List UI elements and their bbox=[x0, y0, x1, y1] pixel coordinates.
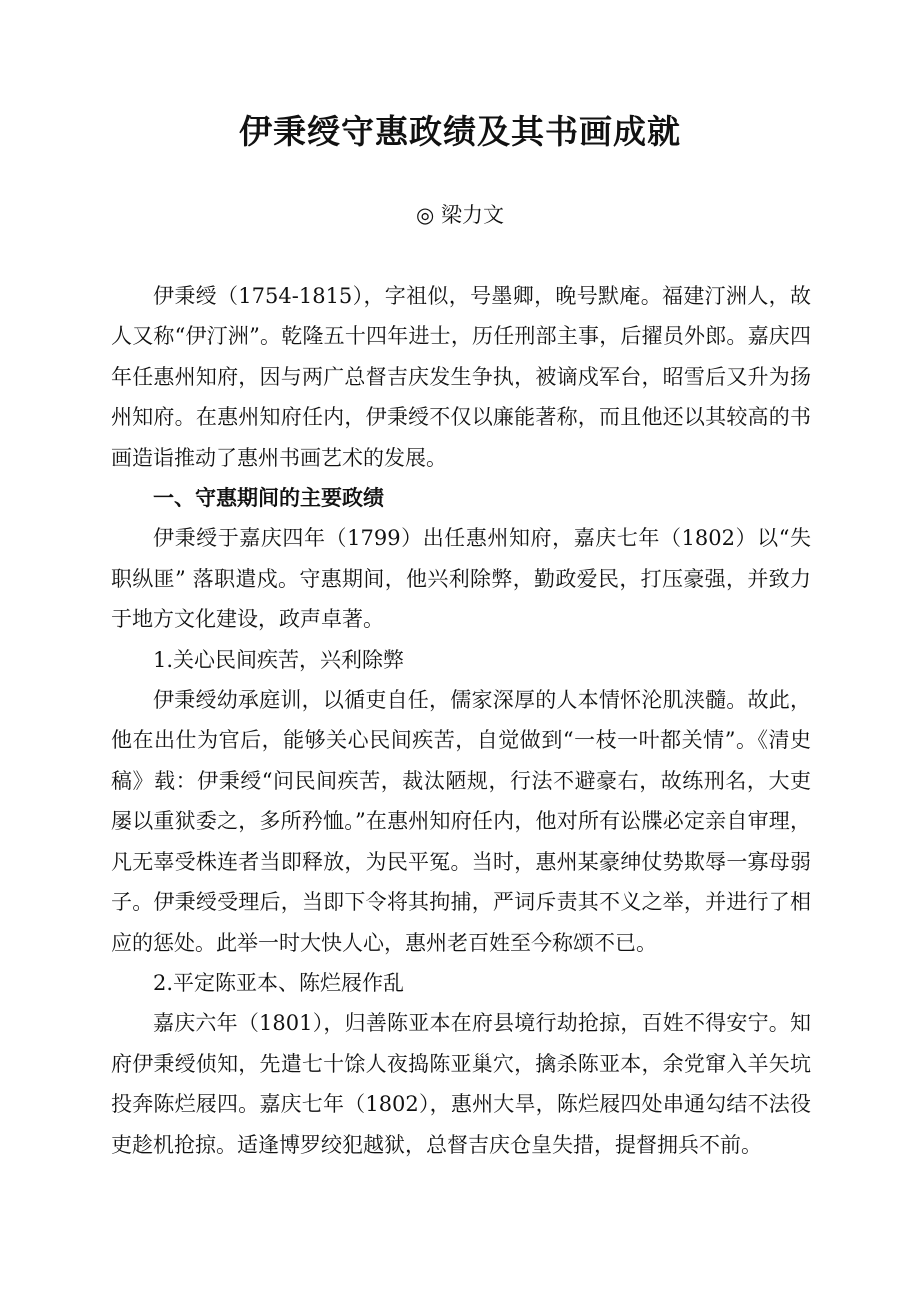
article-body bbox=[111, 276, 811, 1165]
subheading-suppress-rebellion: 2.平定陈亚本、陈烂屐作乱 bbox=[153, 970, 405, 995]
subheading-care-for-people: 1.关心民间疾苦，兴利除弊 bbox=[153, 647, 405, 672]
paragraph-intro: 伊秉绶（1754-1815），字祖似，号墨卿，晚号默庵。福建汀洲人，故人又称“伊汀洲”。乾隆五十四年进士，历任刑部主事，后擢员外郎。嘉庆四年任惠州知府，因与两广总督吉庆发生争执，被谪戍军台，昭雪后又升为扬州知府。在惠州知府任内，伊秉绶不仅以廉能著称，而且他还以其较高的书画造诣推动了惠州书画艺术的发展。 bbox=[111, 284, 811, 470]
paragraph-suppress-rebellion: 嘉庆六年（1801），归善陈亚本在府县境行劫抢掠，百姓不得安宁。知府伊秉绶侦知，先遣七十馀人夜捣陈亚巢穴，擒杀陈亚本，余党窜入羊矢坑投奔陈烂屐四。嘉庆七年（1802），惠州大旱，陈烂屐四处串通勾结不法役吏趁机抢掠。适逢博罗绞犯越狱，总督吉庆仓皇失措，提督拥兵不前。 bbox=[111, 1011, 811, 1157]
paragraph-tenure-summary: 伊秉绶于嘉庆四年（1799）出任惠州知府，嘉庆七年（1802）以“失职纵匪” 落职遣戍。守惠期间，他兴利除弊，勤政爱民，打压豪强，并致力于地方文化建设，政声卓著。 bbox=[111, 526, 811, 632]
paragraph-care-for-people: 伊秉绶幼承庭训，以循吏自任，儒家深厚的人本情怀沦肌浃髓。故此，他在出仕为官后，能够关心民间疾苦，自觉做到“一枝一叶都关情”。《清史稿》载：伊秉绶“问民间疾苦，裁汰陋规，行法不避豪右，故练刑名，大吏屡以重狱委之，多所矜恤。”在惠州知府任内，他对所有讼牒必定亲自审理，凡无辜受株连者当即释放，为民平冤。当时，惠州某豪绅仗势欺辱一寡母弱子。伊秉绶受理后，当即下令将其拘捕，严词斥责其不义之举，并进行了相应的惩处。此举一时大快人心，惠州老百姓至今称颂不已。 bbox=[111, 688, 811, 955]
article-title: 伊秉绶守惠政绩及其书画成就 bbox=[239, 112, 681, 151]
section-heading-main-achievements: 一、守惠期间的主要政绩 bbox=[153, 485, 384, 511]
article-author: ◎ 梁力文 bbox=[416, 203, 504, 227]
